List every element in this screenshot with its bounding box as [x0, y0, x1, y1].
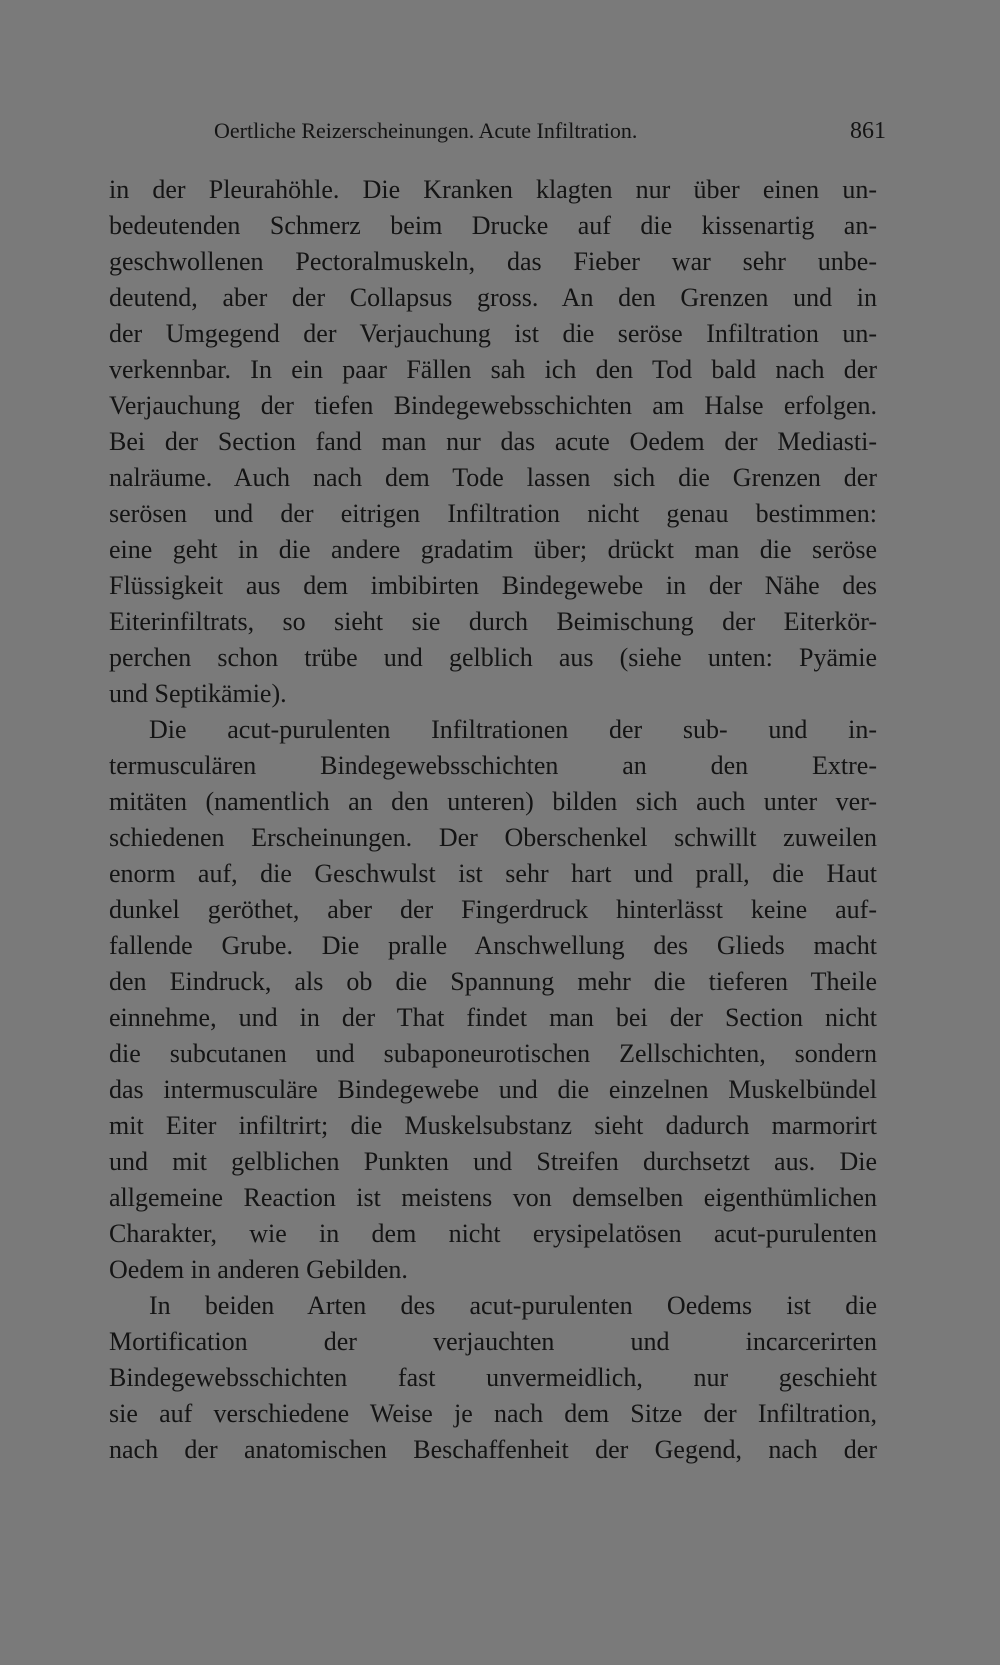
text-line: Verjauchung der tiefen Bindegewebsschichten am Halse erfolgen.	[109, 391, 877, 420]
text-line: mitäten (namentlich an den unteren) bilden sich auch unter ver-	[109, 787, 877, 816]
text-line: die subcutanen und subaponeurotischen Zellschichten, sondern	[109, 1039, 877, 1068]
text-line: und mit gelblichen Punkten und Streifen durchsetzt aus. Die	[109, 1147, 877, 1176]
text-line: den Eindruck, als ob die Spannung mehr die tieferen Theile	[109, 967, 877, 996]
text-line: perchen schon trübe und gelblich aus (siehe unten: Pyämie	[109, 643, 877, 672]
text-line: verkennbar. In ein paar Fällen sah ich den Tod bald nach der	[109, 355, 877, 384]
text-line: nach der anatomischen Beschaffenheit der Gegend, nach der	[109, 1435, 877, 1464]
text-line: Bei der Section fand man nur das acute Oedem der Mediasti-	[109, 427, 877, 456]
text-line: schiedenen Erscheinungen. Der Oberschenkel schwillt zuweilen	[109, 823, 877, 852]
text-line: Eiterinfiltrats, so sieht sie durch Beimischung der Eiterkör-	[109, 607, 877, 636]
text-line: dunkel geröthet, aber der Fingerdruck hinterlässt keine auf-	[109, 895, 877, 924]
text-line: Oedem in anderen Gebilden.	[109, 1255, 408, 1284]
page-number: 861	[850, 118, 886, 144]
text-line: mit Eiter infiltrirt; die Muskelsubstanz sieht dadurch marmorirt	[109, 1111, 877, 1140]
text-line: geschwollenen Pectoralmuskeln, das Fieber war sehr unbe-	[109, 247, 877, 276]
text-line: Mortification der verjauchten und incarcerirten	[109, 1327, 877, 1356]
running-title: Oertliche Reizerscheinungen. Acute Infiltration.	[214, 118, 638, 143]
text-line: einnehme, und in der That findet man bei der Section nicht	[109, 1003, 877, 1032]
text-line: Flüssigkeit aus dem imbibirten Bindegewebe in der Nähe des	[109, 571, 877, 600]
text-line: in der Pleurahöhle. Die Kranken klagten nur über einen un-	[109, 175, 877, 204]
text-line: bedeutenden Schmerz beim Drucke auf die kissenartig an-	[109, 211, 877, 240]
body-text	[109, 172, 877, 1468]
text-line: allgemeine Reaction ist meistens von demselben eigenthümlichen	[109, 1183, 877, 1212]
text-line: nalräume. Auch nach dem Tode lassen sich die Grenzen der	[109, 463, 877, 492]
text-line: serösen und der eitrigen Infiltration nicht genau bestimmen:	[109, 499, 877, 528]
text-line: enorm auf, die Geschwulst ist sehr hart und prall, die Haut	[109, 859, 877, 888]
text-line: Charakter, wie in dem nicht erysipelatösen acut-purulenten	[109, 1219, 877, 1248]
running-head	[110, 114, 886, 148]
text-line: In beiden Arten des acut-purulenten Oedems ist die	[149, 1291, 877, 1320]
text-line: Die acut-purulenten Infiltrationen der sub- und in-	[149, 715, 877, 744]
text-line: Bindegewebsschichten fast unvermeidlich, nur geschieht	[109, 1363, 877, 1392]
text-line: termusculären Bindegewebsschichten an den Extre-	[109, 751, 877, 780]
text-line: das intermusculäre Bindegewebe und die einzelnen Muskelbündel	[109, 1075, 877, 1104]
text-line: eine geht in die andere gradatim über; drückt man die seröse	[109, 535, 877, 564]
text-line: deutend, aber der Collapsus gross. An den Grenzen und in	[109, 283, 877, 312]
text-line: und Septikämie).	[109, 679, 287, 708]
text-line: sie auf verschiedene Weise je nach dem Sitze der Infiltration,	[109, 1399, 877, 1428]
text-line: der Umgegend der Verjauchung ist die seröse Infiltration un-	[109, 319, 877, 348]
text-line: fallende Grube. Die pralle Anschwellung des Glieds macht	[109, 931, 877, 960]
